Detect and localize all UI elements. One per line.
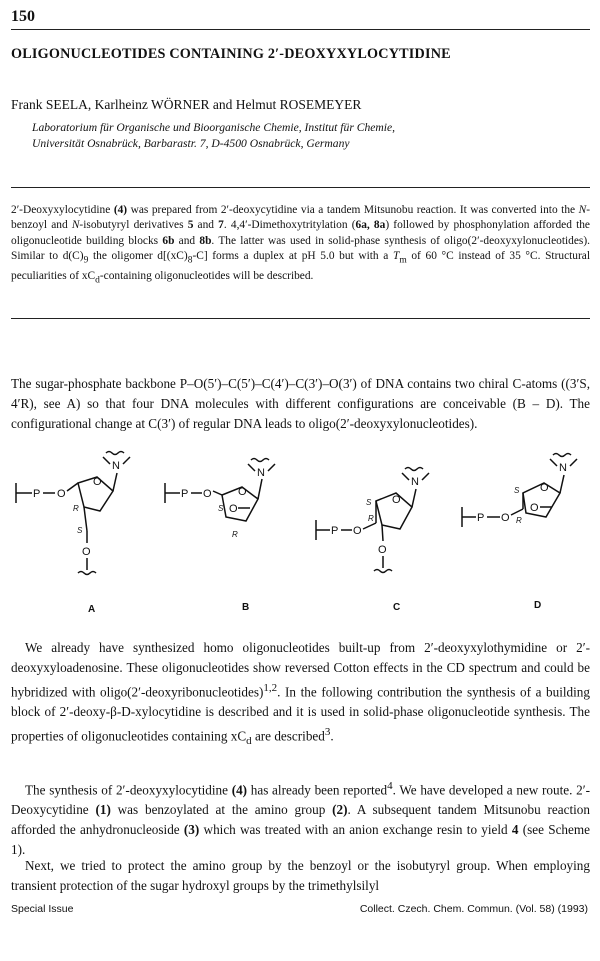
page-number: 150 xyxy=(11,8,35,25)
structure-b-atom-p: P xyxy=(181,488,189,500)
structure-b-atom-o5: O xyxy=(203,488,212,500)
abstract-bottom-rule xyxy=(11,318,590,319)
structure-b-stereo-s: S xyxy=(218,504,224,513)
structure-c-stereo-r: R xyxy=(368,514,374,523)
structure-c-atom-n: N xyxy=(411,476,419,488)
footer-right: Collect. Czech. Chem. Commun. (Vol. 58) (1993) xyxy=(359,903,588,915)
structure-c xyxy=(316,468,429,573)
structure-d-ring-o: O xyxy=(540,482,549,494)
structure-c-atom-o5: O xyxy=(353,525,362,537)
structure-a-stereo-r: R xyxy=(73,504,79,513)
structure-d-stereo-s: S xyxy=(514,486,520,495)
structure-c-stereo-s: S xyxy=(366,498,372,507)
structure-b-atom-n: N xyxy=(257,467,265,479)
structure-a xyxy=(16,452,130,575)
structure-a-atom-o5: O xyxy=(57,488,66,500)
header-rule xyxy=(11,29,590,30)
authors: Frank SEELA, Karlheinz WÖRNER and Helmut ROSEMEYER xyxy=(11,97,362,112)
abstract: 2′-Deoxyxylocytidine (4) was prepared from 2′-deoxycytidine via a tandem Mitsunobu reaction. It was converted into the N-benzoyl and N-isobutyryl derivatives 5 and 7. 4,4′-Dimethoxytritylation (6a, 8a) followed by phosphonylation afforded the oligonucleotide building blocks 6b and 8b. The latter was used in solid-phase synthesis of oligo(2′-deoxyxylonucleotides). Similar to $d(C)_9$ the oligomer $d[(xC)_8-C]$ forms a duplex at pH 5.0 but with a $T_m$ of 60 °C instead of 35 °C. Structural peculiarities of $xC_d$-containing oligonucleotides will be described. xyxy=(11,204,591,286)
structure-a-atom-p: P xyxy=(33,488,41,500)
structure-b-atom-o3: O xyxy=(229,503,238,515)
stereo-structures-figure xyxy=(0,445,600,625)
article-title: OLIGONUCLEOTIDES CONTAINING 2′-DEOXYXYLOCYTIDINE xyxy=(11,46,451,62)
structure-a-atom-n: N xyxy=(112,460,120,472)
structure-d-atom-n: N xyxy=(559,462,567,474)
affiliation-line-2: Universität Osnabrück, Barbarastr. 7, D-4500 Osnabrück, Germany xyxy=(32,137,350,150)
structure-c-atom-o3: O xyxy=(378,544,387,556)
structure-b-stereo-r: R xyxy=(232,530,238,539)
structure-a-ring-o: O xyxy=(93,476,102,488)
affiliation xyxy=(32,120,395,152)
structure-c-ring-o: O xyxy=(392,494,401,506)
label-c: C xyxy=(393,602,401,613)
structure-d xyxy=(462,454,577,528)
structure-c-atom-p: P xyxy=(331,525,339,537)
structure-d-stereo-r: R xyxy=(516,516,522,525)
affiliation-line-1: Laboratorium für Organische und Bioorganische Chemie, Institut für Chemie, xyxy=(32,121,396,134)
label-b: B xyxy=(242,602,250,613)
structure-d-atom-o5: O xyxy=(501,512,510,524)
paragraph-3: The synthesis of 2′-deoxyxylocytidine (4) has already been reported$^4$. We have developed a new route. 2′-Deoxycytidine (1) was benzoylated at the amino group (2). A subsequent tandem Mitsunobu reaction afforded the anhydronucleoside (3) which was treated with an anion exchange resin to yield 4 (see Scheme 1). xyxy=(11,780,590,858)
paragraph-2: We already have synthesized homo oligonucleotides built-up from 2′-deoxyxylothymidine or 2′-deoxyxyloadenosine. These oligonucleotides show reversed Cotton effects in the CD spectrum and could be hybridized with oligo(2′-deoxyribonucleotides)$^{1,2}$. In the following contribution the synthesis of a building block of 2′-deoxy-β-D-xylocytidine is described and it is used in solid-phase oligonucleotide synthesis. The properties of oligonucleotides containing $xC_d$ are described$^3$. xyxy=(11,640,590,748)
paragraph-1: The sugar-phosphate backbone P–O(5′)–C(5′)–C(4′)–C(3′)–O(3′) of DNA contains two chiral C-atoms ((3′S, 4′R), see A) so that four DNA molecules with different configurations are conceivable (B – D). The configurational change at C(3′) of regular DNA leads to oligo(2′-deoxyxylonucleotides). xyxy=(11,376,590,431)
structure-d-atom-p: P xyxy=(477,512,485,524)
structure-d-atom-o3: O xyxy=(530,502,539,514)
structure-b xyxy=(165,459,275,540)
abstract-top-rule xyxy=(11,187,590,188)
paragraph-4: Next, we tried to protect the amino group by the benzoyl or the isobutyryl group. When employing transient protection of the sugar hydroxyl groups by the trimethylsilyl xyxy=(11,858,590,893)
label-a: A xyxy=(88,604,96,615)
structure-a-stereo-s: S xyxy=(77,526,83,535)
footer-left: Special Issue xyxy=(11,903,74,915)
structure-a-atom-o3: O xyxy=(82,546,91,558)
label-d: D xyxy=(534,600,542,611)
structure-b-ring-o: O xyxy=(238,486,247,498)
